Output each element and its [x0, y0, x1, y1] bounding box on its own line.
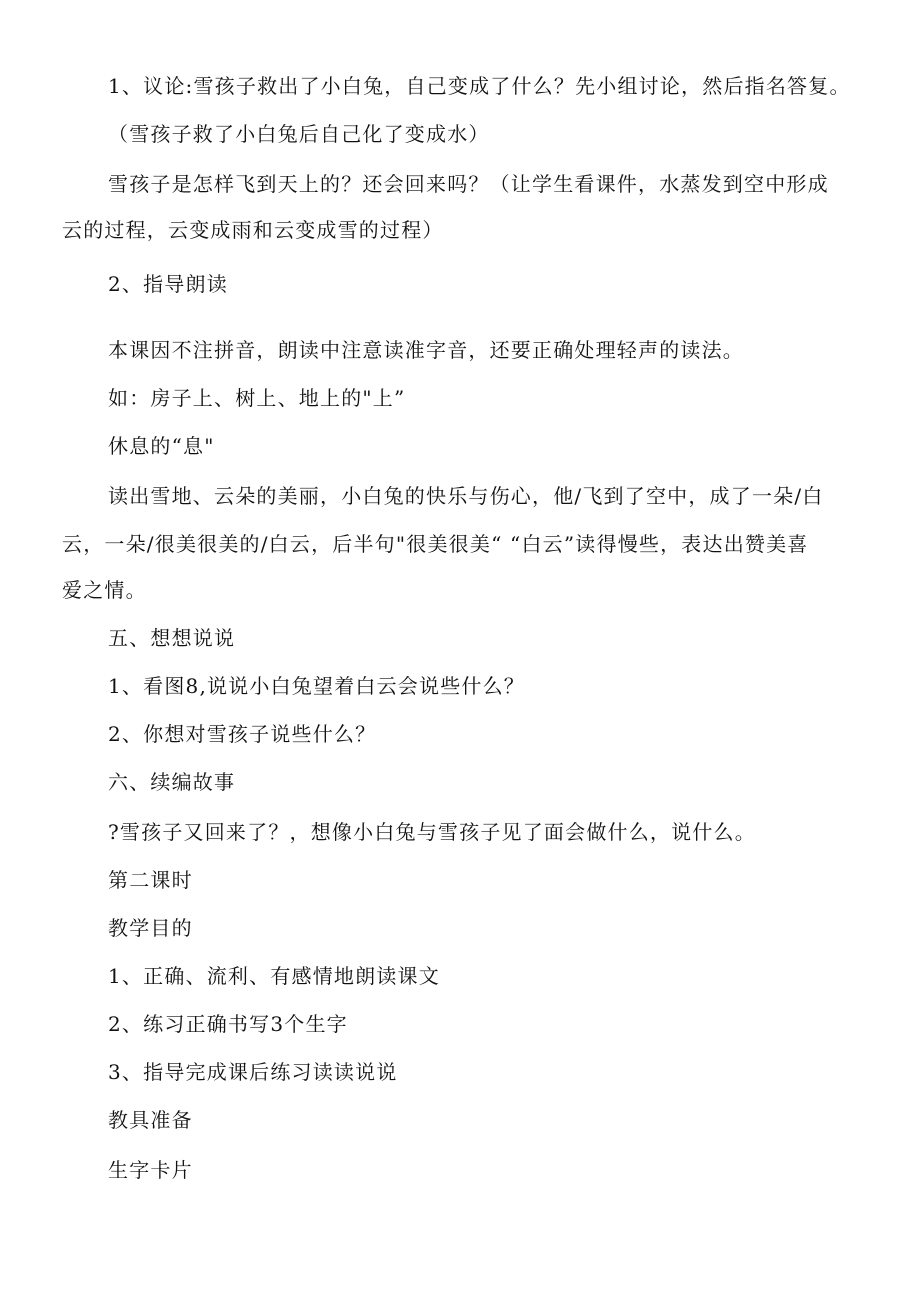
paragraph-character-cards: 生字卡片	[108, 1158, 193, 1182]
heading-reading-guidance: 2、指导朗读	[108, 272, 228, 296]
paragraph-discussion-answer: （雪孩子救了小白兔后自己化了变成水）	[108, 122, 490, 146]
paragraph-reading-note: 本课因不注拼音，朗读中注意读准字音，还要正确处理轻声的读法。	[108, 338, 744, 362]
heading-teaching-aids: 教具准备	[108, 1108, 193, 1132]
paragraph-reading-expression-line2: 云，一朵/很美很美的/白云，后半句"很美很美“ “白云”读得慢些，表达出赞美喜	[62, 532, 809, 556]
paragraph-continue-story: ?雪孩子又回来了？，想像小白兔与雪孩子见了面会做什么，说什么。	[108, 820, 756, 844]
goal-exercises: 3、指导完成课后练习读读说说	[108, 1060, 398, 1084]
paragraph-discussion-question: 1、议论:雪孩子救出了小白兔，自己变成了什么？先小组讨论，然后指名答复。	[108, 74, 851, 98]
paragraph-look-at-picture: 1、看图8,说说小白兔望着白云会说些什么？	[108, 674, 526, 698]
goal-write-characters: 2、练习正确书写3个生字	[108, 1012, 348, 1036]
paragraph-talk-to-snow-child: 2、你想对雪孩子说些什么？	[108, 722, 377, 746]
paragraph-example-shang: 如：房子上、树上、地上的"上”	[108, 386, 406, 410]
goal-read-text: 1、正确、流利、有感情地朗读课文	[108, 964, 440, 988]
paragraph-cloud-question-line1: 雪孩子是怎样飞到天上的？还会回来吗？（让学生看课件，水蒸发到空中形成	[108, 172, 829, 196]
paragraph-reading-expression-line1: 读出雪地、云朵的美丽，小白兔的快乐与伤心，他/飞到了空中，成了一朵/白	[108, 484, 824, 508]
paragraph-cloud-question-line2: 云的过程，云变成雨和云变成雪的过程）	[62, 218, 444, 242]
paragraph-example-xi: 休息的“息"	[108, 434, 215, 458]
paragraph-reading-expression-line3: 爱之情。	[62, 578, 147, 602]
heading-section-six: 六、续编故事	[108, 770, 236, 794]
heading-teaching-goals: 教学目的	[108, 916, 193, 940]
heading-second-lesson: 第二课时	[108, 868, 193, 892]
heading-section-five: 五、想想说说	[108, 626, 236, 650]
